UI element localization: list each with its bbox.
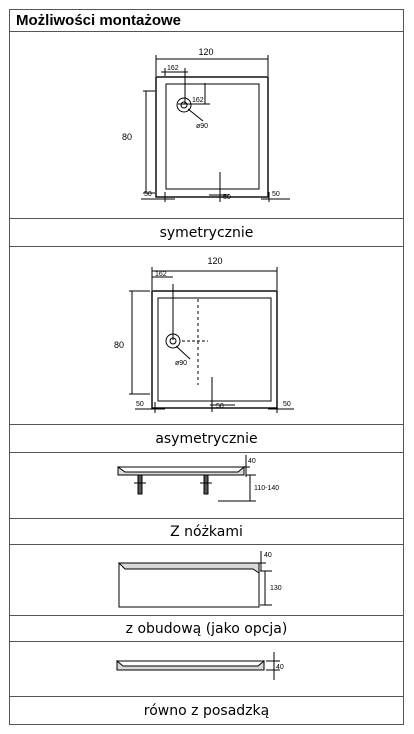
dim-height: 110-140 xyxy=(254,485,280,492)
symmetric-drawing xyxy=(10,32,403,219)
dim-height: 130 xyxy=(270,585,282,592)
caption-with-legs: Z nóżkami xyxy=(10,519,403,545)
caption-with-panel: z obudową (jako opcja) xyxy=(10,616,403,642)
caption-symmetric: symetrycznie xyxy=(10,219,403,247)
dim-drain: ø90 xyxy=(175,360,188,367)
asymmetric-drawing xyxy=(10,247,403,425)
caption-flush: równo z posadzką xyxy=(143,702,270,719)
dim-offset: 162 xyxy=(155,271,167,278)
dim-leg-left: 50 xyxy=(136,401,144,408)
dim-offset-vertical: 162 xyxy=(192,97,204,104)
flush-drawing xyxy=(10,642,403,697)
legs-drawing xyxy=(10,453,403,519)
dim-lip: 40 xyxy=(264,552,272,559)
dim-offset: 162 xyxy=(167,65,179,72)
tray-with-legs-section xyxy=(10,453,403,519)
dim-leg-right: 50 xyxy=(283,401,291,408)
dim-depth: 80 xyxy=(114,340,125,350)
dim-leg-mid: 50 xyxy=(216,403,224,410)
caption-asymmetric: asymetrycznie xyxy=(10,425,403,453)
panel-title: Możliwości montażowe xyxy=(10,10,403,32)
dim-lip: 40 xyxy=(276,664,284,671)
dim-leg-right: 50 xyxy=(272,191,280,198)
panel-drawing xyxy=(10,545,403,616)
mounting-options-panel xyxy=(9,9,404,725)
dim-leg-mid: 50 xyxy=(223,194,231,201)
dim-width: 120 xyxy=(207,256,223,266)
dim-depth: 80 xyxy=(122,132,133,142)
tray-with-panel-section xyxy=(10,545,403,616)
dim-drain: ø90 xyxy=(196,123,209,130)
dim-width: 120 xyxy=(198,47,214,57)
asymmetric-tray-plan xyxy=(10,247,403,425)
flush-tray-section xyxy=(10,642,403,697)
symmetric-tray-plan xyxy=(10,32,403,219)
dim-lip: 40 xyxy=(248,458,256,465)
dim-leg-left: 50 xyxy=(144,191,152,198)
